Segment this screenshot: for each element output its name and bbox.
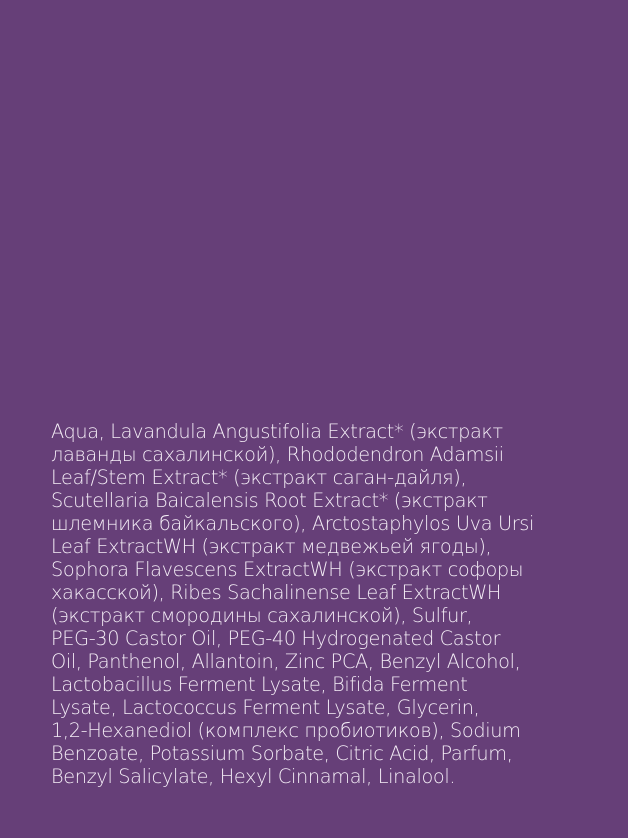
ingredients-line: 1,2-Hexanediol (комплекс пробиотиков), Sodium <box>51 719 521 742</box>
ingredients-line: лаванды сахалинской), Rhododendron Adamsii <box>51 443 504 466</box>
ingredients-line: Leaf/Stem Extract* (экстракт саган-дайля), <box>51 466 467 489</box>
ingredients-line: Leaf ExtractWH (экстракт медвежьей ягоды), <box>51 535 492 558</box>
ingredients-line: Lysate, Lactococcus Ferment Lysate, Glycerin, <box>51 696 480 719</box>
ingredients-list <box>51 420 611 788</box>
ingredients-line: Benzyl Salicylate, Hexyl Cinnamal, Linalool. <box>51 765 456 788</box>
ingredients-line: PEG-30 Castor Oil, PEG-40 Hydrogenated Castor <box>51 627 501 650</box>
ingredients-line: Oil, Panthenol, Allantoin, Zinc PCA, Benzyl Alcohol, <box>51 650 521 673</box>
ingredients-line: шлемника байкальского), Arctostaphylos Uva Ursi <box>51 512 534 535</box>
ingredients-line: Lactobacillus Ferment Lysate, Bifida Ferment <box>51 673 468 696</box>
ingredients-line: Sophora Flavescens ExtractWH (экстракт софоры <box>51 558 524 581</box>
ingredients-line: (экстракт смородины сахалинской), Sulfur, <box>51 604 473 627</box>
ingredients-line: Aqua, Lavandula Angustifolia Extract* (экстракт <box>51 420 503 443</box>
ingredients-line: хакасской), Ribes Sachalinense Leaf ExtractWH <box>51 581 502 604</box>
ingredients-line: Scutellaria Baicalensis Root Extract* (экстракт <box>51 489 488 512</box>
ingredients-line: Benzoate, Potassium Sorbate, Citric Acid, Parfum, <box>51 742 513 765</box>
